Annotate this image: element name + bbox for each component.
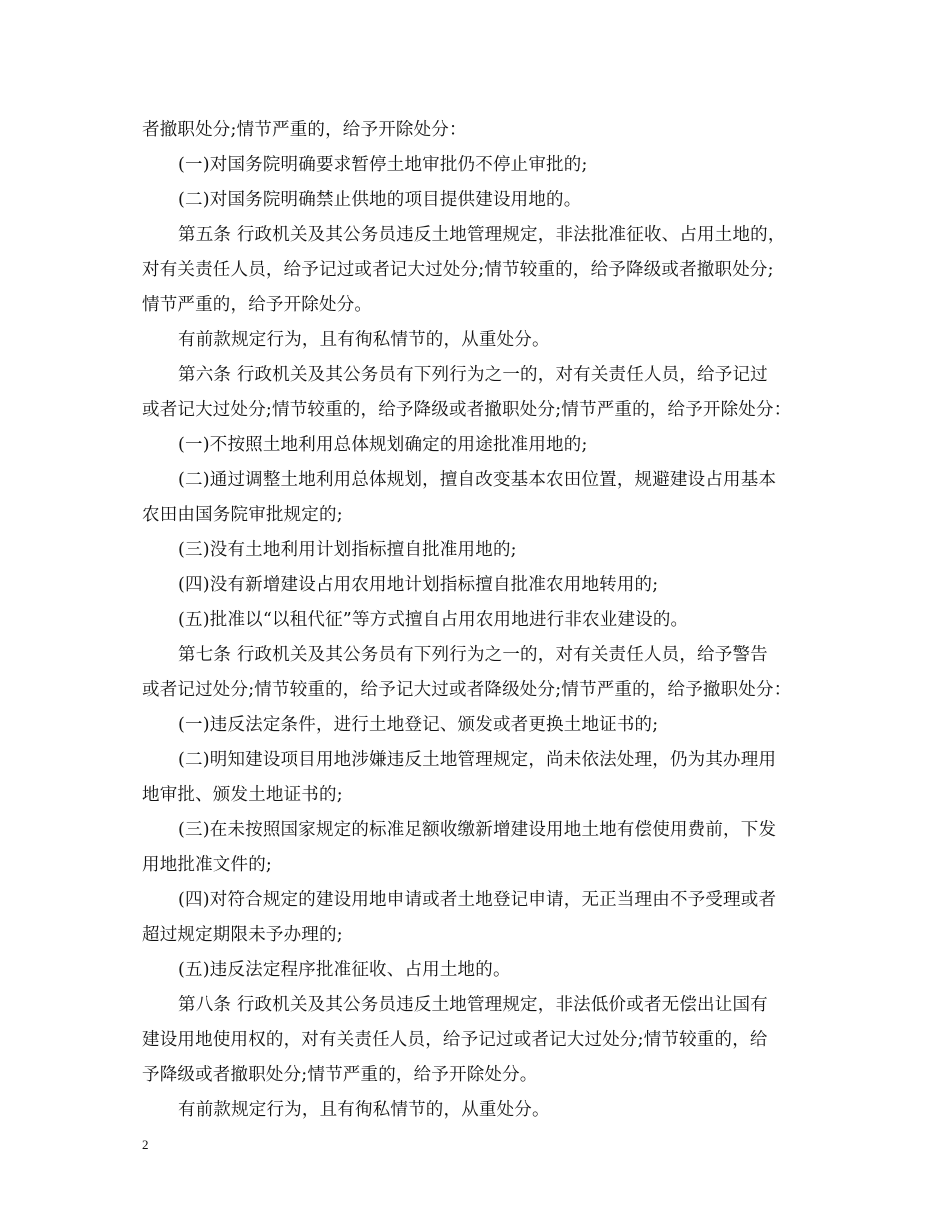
text-line: 建设用地使用权的，对有关责任人员，给予记过或者记大过处分;情节较重的，给 (142, 1030, 768, 1050)
text-line: 地审批、颁发土地证书的; (142, 785, 343, 805)
text-line: (二)明知建设项目用地涉嫌违反土地管理规定，尚未依法处理，仍为其办理用 (178, 750, 777, 770)
text-line: 第八条 行政机关及其公务员违反土地管理规定，非法低价或者无偿出让国有 (178, 995, 768, 1015)
text-line: 农田由国务院审批规定的; (142, 505, 343, 525)
text-line: 第六条 行政机关及其公务员有下列行为之一的，对有关责任人员，给予记过 (178, 365, 768, 385)
text-line: 第五条 行政机关及其公务员违反土地管理规定，非法批准征收、占用土地的， (178, 225, 786, 245)
text-line: (四)没有新增建设占用农用地计划指标擅自批准农用地转用的; (178, 575, 659, 595)
text-line: 者撤职处分;情节严重的，给予开除处分： (142, 120, 467, 140)
text-line: 对有关责任人员，给予记过或者记大过处分;情节较重的，给予降级或者撤职处分; (142, 260, 774, 280)
text-line: (一)违反法定条件，进行土地登记、颁发或者更换土地证书的; (178, 715, 659, 735)
text-line: (四)对符合规定的建设用地申请或者土地登记申请，无正当理由不予受理或者 (178, 890, 777, 910)
page-number: 2 (142, 1137, 149, 1152)
text-line: 用地批准文件的; (142, 855, 272, 875)
text-line: 或者记大过处分;情节较重的，给予降级或者撤职处分;情节严重的，给予开除处分： (142, 400, 792, 420)
text-line: 超过规定期限未予办理的; (142, 925, 343, 945)
text-line: 有前款规定行为，且有徇私情节的，从重处分。 (178, 1100, 550, 1120)
text-line: (一)不按照土地利用总体规划确定的用途批准用地的; (178, 435, 588, 455)
text-line: (五)批准以“以租代征”等方式擅自占用农用地进行非农业建设的。 (178, 610, 689, 630)
text-line: (五)违反法定程序批准征收、占用土地的。 (178, 960, 511, 980)
text-line: 第七条 行政机关及其公务员有下列行为之一的，对有关责任人员，给予警告 (178, 645, 768, 665)
text-line: (二)对国务院明确禁止供地的项目提供建设用地的。 (178, 190, 582, 210)
text-line: (一)对国务院明确要求暂停土地审批仍不停止审批的; (178, 155, 588, 175)
text-line: 予降级或者撤职处分;情节严重的，给予开除处分。 (142, 1065, 538, 1085)
text-line: (三)没有土地利用计划指标擅自批准用地的; (178, 540, 517, 560)
text-line: 有前款规定行为，且有徇私情节的，从重处分。 (178, 330, 550, 350)
text-line: (三)在未按照国家规定的标准足额收缴新增建设用地土地有偿使用费前，下发 (178, 820, 777, 840)
text-line: 或者记过处分;情节较重的，给予记大过或者降级处分;情节严重的，给予撤职处分： (142, 680, 792, 700)
text-line: 情节严重的，给予开除处分。 (142, 295, 373, 315)
text-line: (二)通过调整土地利用总体规划，擅自改变基本农田位置，规避建设占用基本 (178, 470, 777, 490)
